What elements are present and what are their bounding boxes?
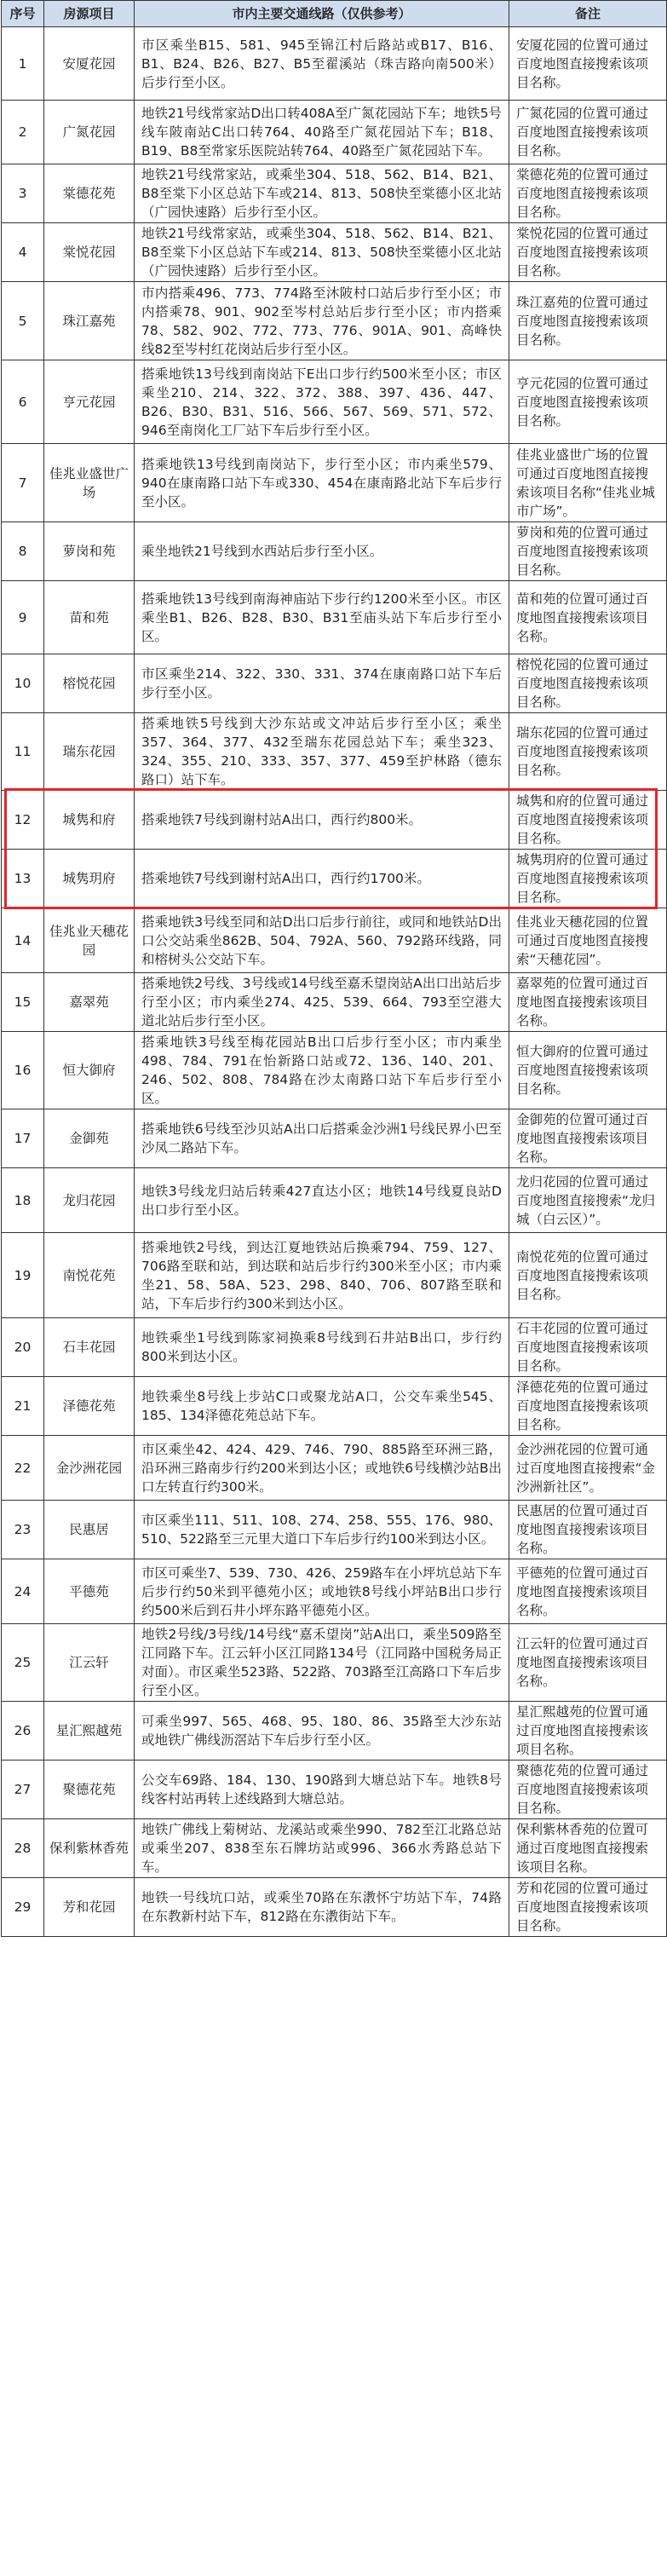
row-number: 25 [2, 1624, 44, 1702]
remark: 瑞东花园的位置可通过百度地图直接搜索该项目名称。 [509, 713, 667, 791]
project-name: 瑞东花园 [44, 713, 135, 791]
row-number: 7 [2, 444, 44, 522]
project-name: 佳兆业盛世广场 [44, 444, 135, 522]
remark: 苗和苑的位置可通过百度地图直接搜索该项目名称。 [509, 581, 667, 654]
transport-route: 市区乘坐B15、581、945至锦江村后路站或B17、B16、B1、B24、B26、B27、B5至翟溪站（珠吉路向南500米）后步行至小区。 [135, 27, 509, 101]
row-number: 3 [2, 164, 44, 223]
project-name: 芳和花园 [44, 1878, 135, 1937]
row-number: 15 [2, 973, 44, 1032]
transport-route: 公交车69路、184、130、190路到大塘总站下车。地铁8号线客村站再转上述线路到大塘总站。 [135, 1761, 509, 1819]
remark: 佳兆业天穗花园的位置可通过百度地图直接搜索“天穗花园”。 [509, 908, 667, 973]
remark: 江云轩的位置可通过百度地图直接搜索该项目名称。 [509, 1624, 667, 1702]
transport-route: 地铁3号线龙归站后转乘427直达小区；地铁14号线夏良站D出口步行至小区。 [135, 1168, 509, 1233]
transport-route: 地铁2号线/3号线/14号线“嘉禾望岗”站A出口，乘坐509路至江同路下车。江云轩小区江同路134号（江同路中国税务局正对面）。市区乘坐523路、522路、703路至江高路口下车后步行至小区。 [135, 1624, 509, 1702]
table-row [2, 1436, 667, 1501]
transport-route: 地铁一号线坑口站，或乘坐70路在东漖怀宁坊站下车，74路在东教新村站下车，812路在东漖街站下车。 [135, 1878, 509, 1937]
project-name: 安厦花园 [44, 27, 135, 101]
row-number: 28 [2, 1819, 44, 1878]
project-name: 平德苑 [44, 1559, 135, 1624]
transport-route: 搭乘地铁7号线到谢村站A出口，西行约800米。 [135, 791, 509, 850]
project-name: 佳兆业天穗花园 [44, 908, 135, 973]
transport-route: 市区可乘坐7、539、730、426、259路车在小坪坑总站下车后步行约50米到平德苑小区；或地铁8号线小坪站B出口步行约500米后到石井小坪东路平德苑小区。 [135, 1559, 509, 1624]
table-row [2, 1702, 667, 1761]
transport-route: 搭乘地铁3号线至同和站D出口后步行前往，或同和地铁站D出口公交站乘坐862B、504、792A、560、792路环线路，同和榕树头公交站下车。 [135, 908, 509, 973]
project-name: 金御苑 [44, 1109, 135, 1168]
project-name: 亨元花园 [44, 360, 135, 444]
table-row [2, 713, 667, 791]
project-name: 南悦花苑 [44, 1233, 135, 1318]
transport-route: 地铁21号线常家站，或乘坐304、518、562、B14、B21、B8至棠下小区总站下车或214、813、508快至棠德小区北站（广园快速路）后步行至小区。 [135, 164, 509, 223]
table-row [2, 444, 667, 522]
remark: 广氮花园的位置可通过百度地图直接搜索该项目名称。 [509, 101, 667, 164]
transport-route: 搭乘地铁2号线、3号线或14号线至嘉禾望岗站A出口出站后步行至小区；市内乘坐274、425、539、664、793至空港大道北站后步行至小区。 [135, 973, 509, 1032]
project-name: 恒大御府 [44, 1032, 135, 1109]
remark: 棠德花苑的位置可通过百度地图直接搜索该项目名称。 [509, 164, 667, 223]
row-number: 5 [2, 282, 44, 360]
table-row [2, 1318, 667, 1377]
remark: 嘉翠苑的位置可通过百度地图直接搜索该项目名称。 [509, 973, 667, 1032]
transport-route: 搭乘地铁3号线至梅花园站B出口后步行至小区；市内乘坐498、784、791在怡新路口站或72、136、140、201、246、502、808、784路在沙太南路口站下车后步行至小区。 [135, 1032, 509, 1109]
table-row [2, 282, 667, 360]
row-number: 17 [2, 1109, 44, 1168]
row-number: 11 [2, 713, 44, 791]
transport-route: 地铁21号线常家站D出口转408A至广氮花园站下车；地铁5号线车陂南站C出口转764、40路至广氮花园站下车；B18、B19、B8至常家乐医院站转764、40路至广氮花园站下车。 [135, 101, 509, 164]
row-number: 12 [2, 791, 44, 850]
remark: 泽德花苑的位置可通过百度地图直接搜索该项目名称。 [509, 1377, 667, 1436]
transport-route: 搭乘地铁13号线到南海神庙站下步行约1200米至小区。市区乘坐B1、B26、B28、B30、B31至庙头站下车后步行至小区。 [135, 581, 509, 654]
row-number: 9 [2, 581, 44, 654]
remark: 城隽玥府的位置可通过百度地图直接搜索该项目名称。 [509, 850, 667, 908]
transport-route: 市区乘坐42、424、429、746、790、885路至环洲三路，沿环洲三路南步行约200米到达小区；或地铁6号线横沙站B出口左转直行约300米。 [135, 1436, 509, 1501]
remark: 城隽和府的位置可通过百度地图直接搜索该项目名称。 [509, 791, 667, 850]
row-number: 13 [2, 850, 44, 908]
project-name: 星汇熙越苑 [44, 1702, 135, 1761]
table-row [2, 908, 667, 973]
row-number: 26 [2, 1702, 44, 1761]
project-name: 石丰花园 [44, 1318, 135, 1377]
table-row [2, 1032, 667, 1109]
remark: 亨元花园的位置可通过百度地图直接搜索该项目名称。 [509, 360, 667, 444]
row-number: 29 [2, 1878, 44, 1937]
row-number: 8 [2, 522, 44, 581]
table-row [2, 1819, 667, 1878]
table-row [2, 1761, 667, 1819]
remark: 民惠居的位置可通过百度地图直接搜索该项目名称。 [509, 1501, 667, 1559]
table-row [2, 791, 667, 850]
table-row [2, 101, 667, 164]
row-number: 2 [2, 101, 44, 164]
transport-route: 地铁21号线常家站，或乘坐304、518、562、B14、B21、B8至棠下小区总站下车或214、813、508快至棠德小区北站（广园快速路）后步行至小区。 [135, 223, 509, 282]
project-name: 龙归花园 [44, 1168, 135, 1233]
row-number: 22 [2, 1436, 44, 1501]
project-name: 民惠居 [44, 1501, 135, 1559]
table-row [2, 1878, 667, 1937]
remark: 金沙洲花园的位置可通过百度地图直接搜索“金沙洲新社区”。 [509, 1436, 667, 1501]
project-name: 广氮花园 [44, 101, 135, 164]
housing-transport-table [1, 0, 667, 1937]
header-number: 序号 [2, 1, 44, 27]
remark: 南悦花苑的位置可通过百度地图直接搜索该项目名称。 [509, 1233, 667, 1318]
transport-route: 搭乘地铁7号线到谢村站A出口，西行约1700米。 [135, 850, 509, 908]
transport-route: 地铁广佛线上菊树站、龙溪站或乘坐990、782至江北路总站或乘坐207、838至东石牌坊站或996、366水秀路总站下车。 [135, 1819, 509, 1878]
remark: 棠悦花园的位置可通过百度地图直接搜索该项目名称。 [509, 223, 667, 282]
project-name: 珠江嘉苑 [44, 282, 135, 360]
header-project: 房源项目 [44, 1, 135, 27]
transport-route: 乘坐地铁21号线到水西站后步行至小区。 [135, 522, 509, 581]
project-name: 嘉翠苑 [44, 973, 135, 1032]
row-number: 1 [2, 27, 44, 101]
table-row [2, 164, 667, 223]
remark: 佳兆业盛世广场的位置可通过百度地图直接搜索该项目名称“佳兆业城市广场”。 [509, 444, 667, 522]
row-number: 10 [2, 654, 44, 713]
row-number: 16 [2, 1032, 44, 1109]
table-row [2, 1168, 667, 1233]
project-name: 棠德花苑 [44, 164, 135, 223]
table-row [2, 1501, 667, 1559]
project-name: 江云轩 [44, 1624, 135, 1702]
remark: 珠江嘉苑的位置可通过百度地图直接搜索该项目名称。 [509, 282, 667, 360]
remark: 芳和花园的位置可通过百度地图直接搜索该项目名称。 [509, 1878, 667, 1937]
remark: 龙归花园的位置可通过百度地图直接搜索“龙归城（白云区）”。 [509, 1168, 667, 1233]
transport-route: 可乘坐997、565、468、95、180、86、35路至大沙东站或地铁广佛线沥滘站下车后步行至小区。 [135, 1702, 509, 1761]
row-number: 6 [2, 360, 44, 444]
table-row [2, 850, 667, 908]
project-name: 城隽玥府 [44, 850, 135, 908]
table-row [2, 223, 667, 282]
transport-route: 地铁乘坐1号线到陈家祠换乘8号线到石井站B出口，步行约800米到达小区。 [135, 1318, 509, 1377]
transport-route: 市区乘坐111、511、108、274、258、555、176、980、510、522路至三元里大道口下车后步行约100米到达小区。 [135, 1501, 509, 1559]
remark: 星汇熙越苑的位置可通过百度地图直接搜索该项目名称。 [509, 1702, 667, 1761]
row-number: 18 [2, 1168, 44, 1233]
remark: 聚德花苑的位置可通过百度地图直接搜索该项目名称。 [509, 1761, 667, 1819]
row-number: 21 [2, 1377, 44, 1436]
project-name: 聚德花苑 [44, 1761, 135, 1819]
table-header-row [2, 1, 667, 27]
row-number: 24 [2, 1559, 44, 1624]
table-body [2, 27, 667, 1937]
table-row [2, 360, 667, 444]
project-name: 城隽和府 [44, 791, 135, 850]
table-row [2, 1233, 667, 1318]
project-name: 金沙洲花园 [44, 1436, 135, 1501]
table-row [2, 1624, 667, 1702]
remark: 石丰花园的位置可通过百度地图直接搜索该项目名称。 [509, 1318, 667, 1377]
project-name: 泽德花苑 [44, 1377, 135, 1436]
header-route: 市内主要交通线路（仅供参考） [135, 1, 509, 27]
transport-route: 市内搭乘496、773、774路至沐陂村口站后步行至小区；市内搭乘78、901、902至岑村总站后步行至小区；市内搭乘78、582、902、772、773、776、901A、901、高峰快线82至岑村红花岗站后步行至小区。 [135, 282, 509, 360]
remark: 金御苑的位置可通过百度地图直接搜索该项目名称。 [509, 1109, 667, 1168]
remark: 榕悦花园的位置可通过百度地图直接搜索该项目名称。 [509, 654, 667, 713]
transport-route: 搭乘地铁6号线至沙贝站A出口后搭乘金沙洲1号线民界小巴至沙凤二路站下车。 [135, 1109, 509, 1168]
project-name: 保利紫林香苑 [44, 1819, 135, 1878]
row-number: 19 [2, 1233, 44, 1318]
transport-route: 搭乘地铁13号线到南岗站下E出口步行约500米至小区；市区乘坐210、214、322、372、388、397、436、447、B26、B30、B31、516、566、567、569、571、572、946至南岗化工厂站下车后步行至小区。 [135, 360, 509, 444]
table-row [2, 27, 667, 101]
row-number: 14 [2, 908, 44, 973]
transport-route: 搭乘地铁5号线到大沙东站或文冲站后步行至小区；乘坐357、364、377、432至瑞东花园总站下车；乘坐323、324、355、210、333、357、377、459至护林路（德东路口）站下车。 [135, 713, 509, 791]
row-number: 23 [2, 1501, 44, 1559]
remark: 萝岗和苑的位置可通过百度地图直接搜索该项目名称。 [509, 522, 667, 581]
table-row [2, 581, 667, 654]
remark: 保利紫林香苑的位置可通过百度地图直接搜索该项目名称。 [509, 1819, 667, 1878]
project-name: 苗和苑 [44, 581, 135, 654]
table-row [2, 1109, 667, 1168]
table-row [2, 522, 667, 581]
row-number: 27 [2, 1761, 44, 1819]
table-row [2, 1377, 667, 1436]
project-name: 棠悦花园 [44, 223, 135, 282]
transport-route: 地铁乘坐8号线上步站C口或聚龙站A口，公交车乘坐545、185、134泽德花苑总站下车。 [135, 1377, 509, 1436]
header-note: 备注 [509, 1, 667, 27]
remark: 恒大御府的位置可通过百度地图直接搜索该项目名称。 [509, 1032, 667, 1109]
project-name: 榕悦花园 [44, 654, 135, 713]
table-row [2, 1559, 667, 1624]
project-name: 萝岗和苑 [44, 522, 135, 581]
transport-route: 搭乘地铁2号线，到达江夏地铁站后换乘794、759、127、706路至联和站，到达联和站后步行约300米至小区；市内乘坐21、58、58A、523、298、840、706、807路至联和站，下车后步行约300米到达小区。 [135, 1233, 509, 1318]
transport-route: 搭乘地铁13号线到南岗站下，步行至小区；市内乘坐579、940在康南路口站下车或330、454在康南路北站下车后步行至小区。 [135, 444, 509, 522]
remark: 平德苑的位置可通过百度地图直接搜索该项目名称。 [509, 1559, 667, 1624]
table-row [2, 973, 667, 1032]
remark: 安厦花园的位置可通过百度地图直接搜索该项目名称。 [509, 27, 667, 101]
transport-route: 市区乘坐214、322、330、331、374在康南路口站下车后步行至小区。 [135, 654, 509, 713]
row-number: 20 [2, 1318, 44, 1377]
table-row [2, 654, 667, 713]
row-number: 4 [2, 223, 44, 282]
